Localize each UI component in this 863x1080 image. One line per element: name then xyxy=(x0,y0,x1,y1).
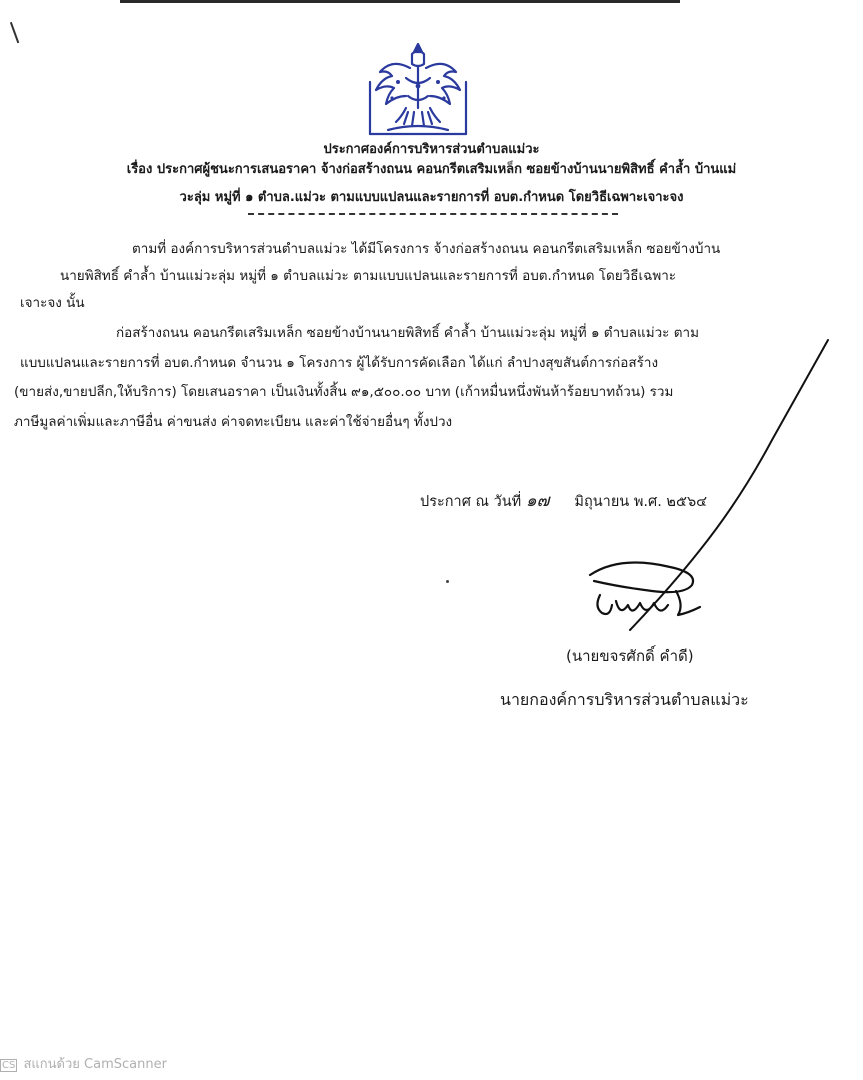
garuda-emblem-icon xyxy=(362,38,474,138)
scanner-watermark xyxy=(0,1053,167,1074)
body-line-2: นายพิสิทธิ์ คำล้ำ บ้านแม่วะลุ่ม หมู่ที่ ๑ ตำบลแม่วะ ตามแบบแปลนและรายการที่ อบต.กำหนด โดยวิธีเฉพาะ xyxy=(60,268,677,284)
document-title: ประกาศองค์การบริหารส่วนตำบลแม่วะ xyxy=(323,142,540,157)
camscanner-icon: CS xyxy=(2,1060,16,1071)
date-prefix: ประกาศ ณ วันที่ xyxy=(420,494,522,510)
subject-line-2: วะลุ่ม หมู่ที่ ๑ ตำบล.แม่วะ ตามแบบแปลนและรายการที่ อบต.กำหนด โดยวิธีเฉพาะเจาะจง xyxy=(179,190,684,205)
body-line-4: ก่อสร้างถนน คอนกรีตเสริมเหล็ก ซอยข้างบ้านนายพิสิทธิ์ คำล้ำ บ้านแม่วะลุ่ม หมู่ที่ ๑ ตำบลแม่วะ ตาม xyxy=(116,325,699,341)
subject-line-1: เรื่อง ประกาศผู้ชนะการเสนอราคา จ้างก่อสร้างถนน คอนกรีตเสริมเหล็ก ซอยข้างบ้านนายพิสิทธิ์ คำล้ำ บ้านแม่ xyxy=(126,162,737,177)
stray-dot xyxy=(446,580,449,583)
date-day: ๑๗ xyxy=(525,491,550,511)
header-divider xyxy=(248,213,618,215)
scan-corner-mark xyxy=(0,22,19,48)
body-line-5: แบบแปลนและรายการที่ อบต.กำหนด จำนวน ๑ โครงการ ผู้ได้รับการคัดเลือก ได้แก่ ลำปางสุขสันต์การก่อสร้าง xyxy=(20,355,659,371)
signature-image xyxy=(580,555,710,625)
body-line-3: เจาะจง นั้น xyxy=(20,295,85,311)
scanner-text: สแกนด้วย CamScanner xyxy=(23,1057,167,1072)
body-line-1: ตามที่ องค์การบริหารส่วนตำบลแม่วะ ได้มีโครงการ จ้างก่อสร้างถนน คอนกรีตเสริมเหล็ก ซอยข้างบ้าน xyxy=(132,241,721,257)
body-line-7: ภาษีมูลค่าเพิ่มและภาษีอื่น ค่าขนส่ง ค่าจดทะเบียน และค่าใช้จ่ายอื่นๆ ทั้งปวง xyxy=(14,414,453,430)
body-line-6: (ขายส่ง,ขายปลีก,ให้บริการ) โดยเสนอราคา เป็นเงินทั้งสิ้น ๙๑,๕๐๐.๐๐ บาท (เก้าหมื่นหนึ่งพันห้าร้อยบาทถ้วน) รวม xyxy=(14,384,674,400)
date-month-year: มิถุนายน พ.ศ. ๒๕๖๔ xyxy=(574,494,708,510)
signer-title: นายกองค์การบริหารส่วนตำบลแม่วะ xyxy=(500,690,749,709)
signer-name: (นายขจรศักดิ์ คำดี) xyxy=(566,647,694,665)
scan-top-edge xyxy=(120,0,680,3)
